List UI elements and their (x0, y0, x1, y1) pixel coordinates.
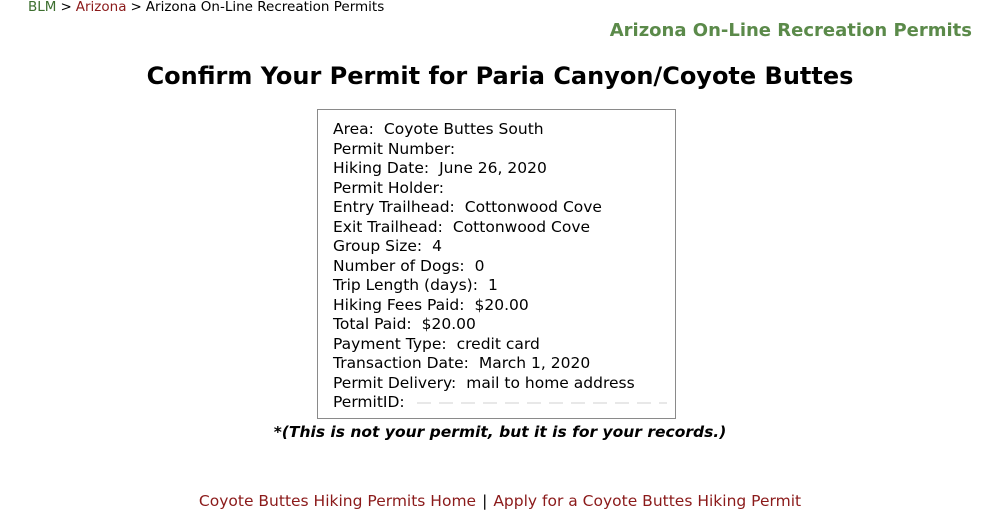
hiking-fees-value: $20.00 (474, 295, 529, 314)
payment-type-row (333, 335, 675, 355)
delivery-value: mail to home address (466, 373, 635, 392)
group-size-label: Group Size: (333, 237, 423, 255)
footer-separator: | (482, 492, 488, 510)
breadcrumb-separator: > (60, 0, 72, 15)
footer-link-apply[interactable]: Apply for a Coyote Buttes Hiking Permit (493, 492, 802, 510)
permit-number-label: Permit Number: (333, 139, 456, 158)
transaction-date-row (333, 354, 675, 374)
group-size-value: 4 (432, 237, 443, 255)
hiking-date-label: Hiking Date: (333, 159, 430, 177)
records-note: *(This is not your permit, but it is for your records.) (273, 423, 727, 441)
area-value: Coyote Buttes South (383, 120, 544, 138)
cutoff-footer-row (28, 511, 972, 516)
dogs-label: Number of Dogs: (333, 256, 465, 275)
group-size-row (333, 237, 675, 257)
total-paid-row (333, 315, 675, 335)
breadcrumb-separator: > (130, 0, 142, 15)
entry-trailhead-value: Cottonwood Cove (464, 198, 602, 216)
permit-details-box (317, 109, 676, 419)
entry-trailhead-label: Entry Trailhead: (333, 198, 455, 216)
transaction-date-label: Transaction Date: (333, 354, 469, 372)
dogs-value: 0 (474, 256, 485, 275)
dogs-row (333, 257, 675, 277)
exit-trailhead-label: Exit Trailhead: (333, 217, 443, 236)
permit-id-row (333, 393, 675, 413)
hiking-date-row (333, 159, 675, 179)
breadcrumb-current: Arizona On-Line Recreation Permits (145, 0, 385, 15)
permit-holder-row (333, 179, 675, 199)
trip-length-row (333, 276, 675, 296)
exit-trailhead-value: Cottonwood Cove (452, 217, 591, 236)
permit-area-row (333, 120, 675, 140)
payment-type-label: Payment Type: (333, 334, 447, 353)
permit-holder-label: Permit Holder: (333, 178, 444, 197)
delivery-row (333, 374, 675, 394)
entry-trailhead-row (333, 198, 675, 218)
permit-number-row (333, 140, 675, 160)
total-paid-label: Total Paid: (333, 315, 412, 333)
site-title: Arizona On-Line Recreation Permits (609, 20, 972, 41)
hiking-fees-row (333, 296, 675, 316)
hiking-date-value: June 26, 2020 (439, 159, 547, 177)
total-paid-value: $20.00 (421, 315, 476, 333)
trip-length-value: 1 (487, 276, 498, 294)
page-title: Confirm Your Permit for Paria Canyon/Coyote Buttes (146, 62, 854, 90)
breadcrumb-link-arizona[interactable]: Arizona (75, 0, 127, 15)
transaction-date-value: March 1, 2020 (478, 354, 591, 372)
exit-trailhead-row (333, 218, 675, 238)
footer-links (0, 492, 1000, 510)
footer-link-home[interactable]: Coyote Buttes Hiking Permits Home (198, 492, 477, 510)
area-label: Area: (333, 120, 374, 138)
delivery-label: Permit Delivery: (333, 373, 457, 392)
permit-id-label: PermitID: (333, 393, 405, 411)
redacted-permit-id (417, 402, 667, 404)
hiking-fees-label: Hiking Fees Paid: (333, 295, 465, 314)
trip-length-label: Trip Length (days): (333, 276, 478, 294)
breadcrumb-link-blm[interactable]: BLM (28, 0, 57, 15)
breadcrumb (28, 0, 384, 15)
payment-type-value: credit card (456, 334, 540, 353)
